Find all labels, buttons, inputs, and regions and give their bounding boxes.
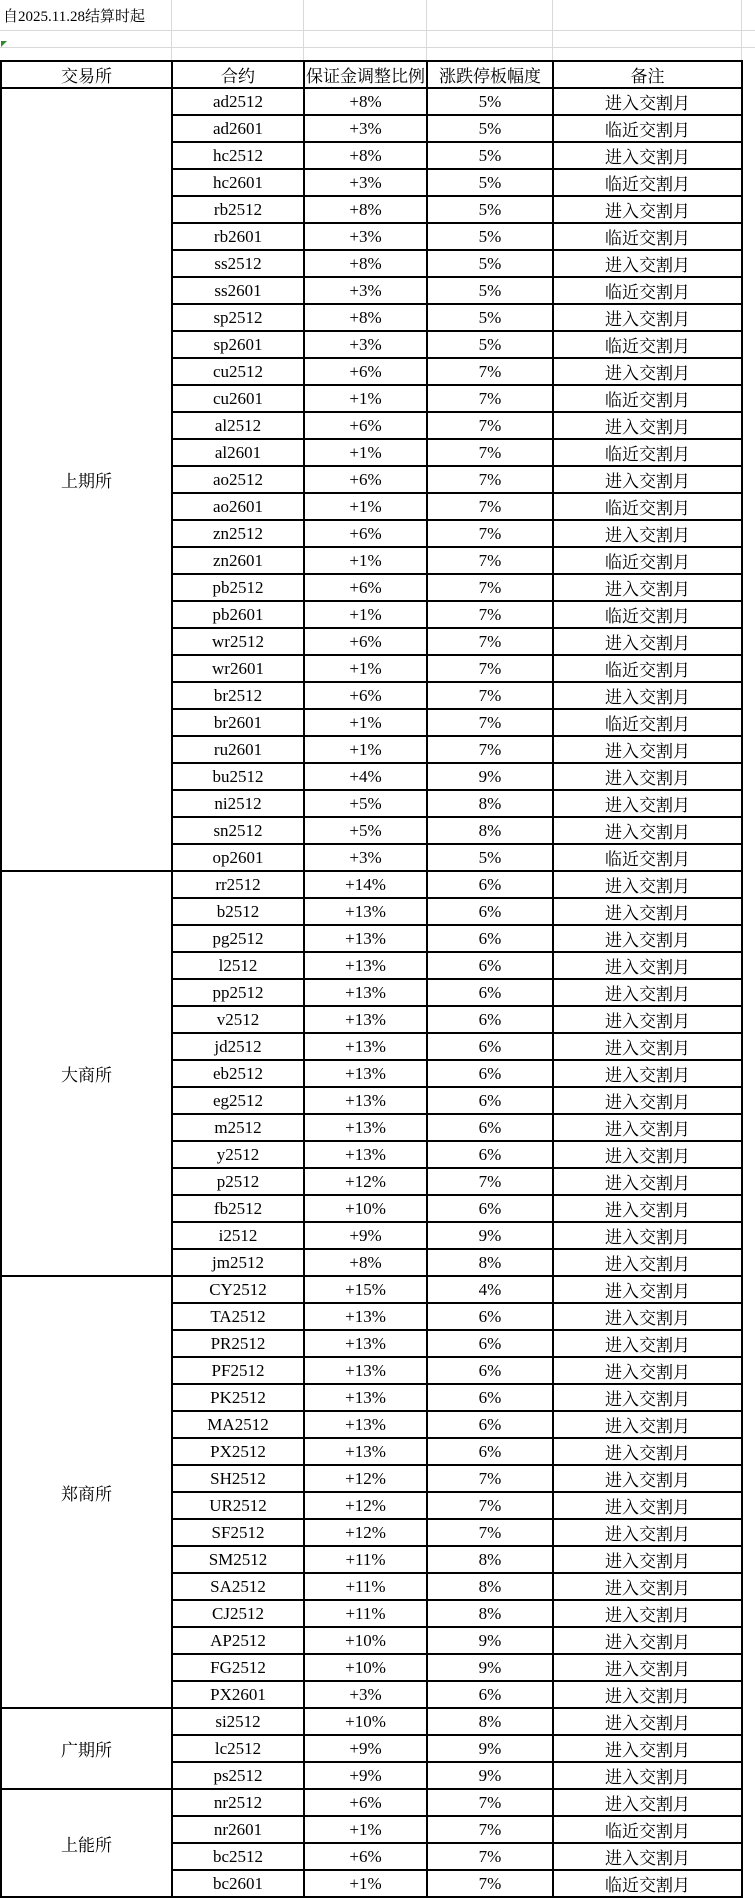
remark-cell: 临近交割月 [553,169,742,196]
margin-ratio-cell: +6% [304,412,427,439]
margin-ratio-cell: +12% [304,1465,427,1492]
margin-ratio-cell: +6% [304,682,427,709]
contract-cell: l2512 [172,952,304,979]
remark-cell: 进入交割月 [553,763,742,790]
margin-ratio-cell: +13% [304,1438,427,1465]
contract-cell: b2512 [172,898,304,925]
price-limit-cell: 6% [427,898,553,925]
margin-ratio-cell: +1% [304,547,427,574]
margin-ratio-cell: +15% [304,1276,427,1303]
margin-ratio-cell: +8% [304,1249,427,1276]
remark-cell: 进入交割月 [553,520,742,547]
contract-cell: br2512 [172,682,304,709]
remark-cell: 临近交割月 [553,223,742,250]
contract-cell: pb2512 [172,574,304,601]
margin-ratio-cell: +1% [304,1870,427,1897]
margin-ratio-cell: +1% [304,385,427,412]
remark-cell: 进入交割月 [553,88,742,115]
table-row [1,88,742,115]
contract-cell: v2512 [172,1006,304,1033]
remark-cell: 临近交割月 [553,115,742,142]
margin-ratio-cell: +10% [304,1708,427,1735]
margin-ratio-cell: +10% [304,1627,427,1654]
margin-ratio-cell: +3% [304,844,427,871]
price-limit-cell: 6% [427,979,553,1006]
contract-cell: bc2512 [172,1843,304,1870]
remark-cell: 临近交割月 [553,1816,742,1843]
price-limit-cell: 7% [427,412,553,439]
contract-cell: SA2512 [172,1573,304,1600]
contract-cell: CY2512 [172,1276,304,1303]
price-limit-cell: 7% [427,655,553,682]
contract-cell: i2512 [172,1222,304,1249]
margin-ratio-cell: +13% [304,1141,427,1168]
margin-ratio-cell: +11% [304,1600,427,1627]
remark-cell: 进入交割月 [553,1249,742,1276]
price-limit-cell: 5% [427,277,553,304]
gridline [0,47,755,48]
remark-cell: 进入交割月 [553,466,742,493]
remark-cell: 进入交割月 [553,979,742,1006]
table-row [1,871,742,898]
margin-ratio-cell: +13% [304,979,427,1006]
margin-ratio-cell: +13% [304,1330,427,1357]
contract-cell: jd2512 [172,1033,304,1060]
remark-cell: 进入交割月 [553,628,742,655]
contract-cell: wr2601 [172,655,304,682]
price-limit-cell: 9% [427,1735,553,1762]
remark-cell: 进入交割月 [553,1708,742,1735]
contract-cell: al2601 [172,439,304,466]
price-limit-cell: 6% [427,1330,553,1357]
contract-cell: PX2512 [172,1438,304,1465]
remark-cell: 临近交割月 [553,547,742,574]
margin-ratio-cell: +13% [304,1303,427,1330]
margin-ratio-cell: +11% [304,1546,427,1573]
remark-cell: 进入交割月 [553,1438,742,1465]
exchange-cell: 大商所 [1,871,172,1276]
remark-cell: 进入交割月 [553,1330,742,1357]
remark-cell: 进入交割月 [553,1843,742,1870]
remark-cell: 进入交割月 [553,1654,742,1681]
margin-ratio-cell: +13% [304,1114,427,1141]
contract-cell: zn2601 [172,547,304,574]
price-limit-cell: 6% [427,1195,553,1222]
contract-cell: p2512 [172,1168,304,1195]
price-limit-cell: 7% [427,1816,553,1843]
contract-cell: jm2512 [172,1249,304,1276]
sheet-title: 自2025.11.28结算时起 [3,9,145,25]
contract-cell: sp2601 [172,331,304,358]
contract-cell: eb2512 [172,1060,304,1087]
price-limit-cell: 6% [427,1303,553,1330]
remark-cell: 进入交割月 [553,1735,742,1762]
price-limit-cell: 6% [427,1006,553,1033]
margin-ratio-cell: +6% [304,574,427,601]
remark-cell: 进入交割月 [553,1168,742,1195]
remark-cell: 临近交割月 [553,709,742,736]
contract-cell: sn2512 [172,817,304,844]
contract-cell: SM2512 [172,1546,304,1573]
contract-cell: UR2512 [172,1492,304,1519]
col-header-price-limit: 涨跌停板幅度 [427,61,553,88]
remark-cell: 进入交割月 [553,790,742,817]
table-row [1,1789,742,1816]
remark-cell: 进入交割月 [553,250,742,277]
contract-cell: hc2601 [172,169,304,196]
price-limit-cell: 6% [427,952,553,979]
margin-ratio-cell: +10% [304,1195,427,1222]
price-limit-cell: 9% [427,1627,553,1654]
remark-cell: 进入交割月 [553,871,742,898]
margin-ratio-cell: +3% [304,1681,427,1708]
margin-ratio-cell: +5% [304,790,427,817]
remark-cell: 进入交割月 [553,142,742,169]
price-limit-cell: 6% [427,1438,553,1465]
contract-cell: ao2512 [172,466,304,493]
price-limit-cell: 7% [427,628,553,655]
contract-cell: bc2601 [172,1870,304,1897]
margin-ratio-cell: +8% [304,250,427,277]
contract-cell: PK2512 [172,1384,304,1411]
price-limit-cell: 7% [427,1519,553,1546]
price-limit-cell: 6% [427,1033,553,1060]
remark-cell: 进入交割月 [553,952,742,979]
gridline [552,0,553,60]
margin-ratio-cell: +13% [304,1357,427,1384]
margin-ratio-cell: +6% [304,1789,427,1816]
remark-cell: 临近交割月 [553,655,742,682]
margin-ratio-cell: +9% [304,1735,427,1762]
margin-ratio-cell: +14% [304,871,427,898]
contract-cell: pp2512 [172,979,304,1006]
price-limit-cell: 6% [427,1681,553,1708]
price-limit-cell: 6% [427,1357,553,1384]
price-limit-cell: 7% [427,1843,553,1870]
price-limit-cell: 7% [427,520,553,547]
margin-ratio-cell: +8% [304,196,427,223]
contract-cell: rb2601 [172,223,304,250]
gridline [0,30,755,31]
contract-cell: al2512 [172,412,304,439]
price-limit-cell: 7% [427,439,553,466]
remark-cell: 进入交割月 [553,574,742,601]
margin-ratio-cell: +12% [304,1492,427,1519]
col-header-contract: 合约 [172,61,304,88]
remark-cell: 进入交割月 [553,1087,742,1114]
price-limit-cell: 8% [427,1249,553,1276]
col-header-exchange: 交易所 [1,61,172,88]
price-limit-cell: 9% [427,763,553,790]
margin-ratio-cell: +9% [304,1222,427,1249]
remark-cell: 临近交割月 [553,331,742,358]
price-limit-cell: 6% [427,1060,553,1087]
margin-ratio-cell: +13% [304,898,427,925]
remark-cell: 进入交割月 [553,1519,742,1546]
remark-cell: 进入交割月 [553,196,742,223]
remark-cell: 进入交割月 [553,1627,742,1654]
margin-adjustment-table [0,60,743,1898]
contract-cell: SF2512 [172,1519,304,1546]
margin-ratio-cell: +12% [304,1168,427,1195]
contract-cell: br2601 [172,709,304,736]
price-limit-cell: 9% [427,1654,553,1681]
remark-cell: 临近交割月 [553,844,742,871]
price-limit-cell: 7% [427,574,553,601]
contract-cell: fb2512 [172,1195,304,1222]
remark-cell: 进入交割月 [553,1276,742,1303]
contract-cell: pb2601 [172,601,304,628]
remark-cell: 临近交割月 [553,385,742,412]
contract-cell: ps2512 [172,1762,304,1789]
price-limit-cell: 7% [427,1789,553,1816]
remark-cell: 进入交割月 [553,736,742,763]
col-header-remark: 备注 [553,61,742,88]
price-limit-cell: 7% [427,1465,553,1492]
contract-cell: PF2512 [172,1357,304,1384]
margin-ratio-cell: +8% [304,142,427,169]
price-limit-cell: 6% [427,925,553,952]
remark-cell: 进入交割月 [553,1492,742,1519]
margin-ratio-cell: +13% [304,925,427,952]
contract-cell: op2601 [172,844,304,871]
price-limit-cell: 9% [427,1762,553,1789]
price-limit-cell: 5% [427,223,553,250]
price-limit-cell: 4% [427,1276,553,1303]
table-header-row [1,61,742,88]
remark-cell: 进入交割月 [553,1114,742,1141]
contract-cell: eg2512 [172,1087,304,1114]
contract-cell: SH2512 [172,1465,304,1492]
contract-cell: ao2601 [172,493,304,520]
remark-cell: 进入交割月 [553,925,742,952]
remark-cell: 进入交割月 [553,1033,742,1060]
col-header-margin-ratio: 保证金调整比例 [304,61,427,88]
contract-cell: rr2512 [172,871,304,898]
contract-cell: AP2512 [172,1627,304,1654]
contract-cell: cu2601 [172,385,304,412]
margin-ratio-cell: +4% [304,763,427,790]
contract-cell: TA2512 [172,1303,304,1330]
price-limit-cell: 7% [427,709,553,736]
price-limit-cell: 7% [427,601,553,628]
remark-cell: 进入交割月 [553,1573,742,1600]
price-limit-cell: 5% [427,169,553,196]
remark-cell: 进入交割月 [553,1060,742,1087]
contract-cell: FG2512 [172,1654,304,1681]
price-limit-cell: 5% [427,250,553,277]
margin-ratio-cell: +1% [304,655,427,682]
price-limit-cell: 5% [427,196,553,223]
remark-cell: 进入交割月 [553,412,742,439]
contract-cell: CJ2512 [172,1600,304,1627]
price-limit-cell: 5% [427,115,553,142]
price-limit-cell: 5% [427,844,553,871]
price-limit-cell: 8% [427,1573,553,1600]
remark-cell: 进入交割月 [553,1222,742,1249]
contract-cell: ni2512 [172,790,304,817]
contract-cell: PR2512 [172,1330,304,1357]
margin-ratio-cell: +8% [304,88,427,115]
price-limit-cell: 5% [427,88,553,115]
exchange-cell: 上能所 [1,1789,172,1897]
exchange-cell: 郑商所 [1,1276,172,1708]
price-limit-cell: 9% [427,1222,553,1249]
table-row [1,1276,742,1303]
gridline [426,0,427,60]
contract-cell: m2512 [172,1114,304,1141]
remark-cell: 进入交割月 [553,1357,742,1384]
margin-ratio-cell: +6% [304,358,427,385]
remark-cell: 临近交割月 [553,1870,742,1897]
margin-ratio-cell: +13% [304,1033,427,1060]
margin-ratio-cell: +6% [304,1843,427,1870]
margin-ratio-cell: +3% [304,331,427,358]
margin-ratio-cell: +13% [304,1384,427,1411]
contract-cell: ss2601 [172,277,304,304]
margin-ratio-cell: +1% [304,709,427,736]
remark-cell: 进入交割月 [553,1006,742,1033]
remark-cell: 进入交割月 [553,1681,742,1708]
remark-cell: 进入交割月 [553,1384,742,1411]
price-limit-cell: 5% [427,331,553,358]
price-limit-cell: 8% [427,790,553,817]
gridline [741,0,742,60]
remark-cell: 进入交割月 [553,1789,742,1816]
gridline [303,0,304,60]
remark-cell: 进入交割月 [553,898,742,925]
gridline [171,0,172,60]
remark-cell: 临近交割月 [553,601,742,628]
remark-cell: 进入交割月 [553,1411,742,1438]
contract-cell: cu2512 [172,358,304,385]
exchange-cell: 上期所 [1,88,172,871]
contract-cell: wr2512 [172,628,304,655]
margin-ratio-cell: +12% [304,1519,427,1546]
remark-cell: 进入交割月 [553,1546,742,1573]
exchange-cell: 广期所 [1,1708,172,1789]
price-limit-cell: 8% [427,1600,553,1627]
margin-ratio-cell: +13% [304,1411,427,1438]
margin-ratio-cell: +1% [304,439,427,466]
contract-cell: ss2512 [172,250,304,277]
remark-cell: 临近交割月 [553,493,742,520]
price-limit-cell: 7% [427,1870,553,1897]
margin-ratio-cell: +3% [304,223,427,250]
contract-cell: MA2512 [172,1411,304,1438]
price-limit-cell: 7% [427,547,553,574]
margin-ratio-cell: +10% [304,1654,427,1681]
margin-ratio-cell: +5% [304,817,427,844]
remark-cell: 进入交割月 [553,358,742,385]
remark-cell: 进入交割月 [553,1465,742,1492]
contract-cell: ru2601 [172,736,304,763]
contract-cell: ad2512 [172,88,304,115]
margin-ratio-cell: +3% [304,115,427,142]
remark-cell: 进入交割月 [553,1303,742,1330]
price-limit-cell: 6% [427,1141,553,1168]
price-limit-cell: 8% [427,1546,553,1573]
margin-ratio-cell: +3% [304,277,427,304]
remark-cell: 临近交割月 [553,439,742,466]
price-limit-cell: 7% [427,466,553,493]
margin-ratio-cell: +3% [304,169,427,196]
remark-cell: 进入交割月 [553,304,742,331]
price-limit-cell: 7% [427,493,553,520]
remark-cell: 进入交割月 [553,1141,742,1168]
contract-cell: bu2512 [172,763,304,790]
price-limit-cell: 7% [427,358,553,385]
margin-ratio-cell: +1% [304,1816,427,1843]
margin-ratio-cell: +6% [304,628,427,655]
remark-cell: 进入交割月 [553,1762,742,1789]
margin-ratio-cell: +6% [304,466,427,493]
margin-ratio-cell: +11% [304,1573,427,1600]
contract-cell: lc2512 [172,1735,304,1762]
remark-cell: 临近交割月 [553,277,742,304]
contract-cell: si2512 [172,1708,304,1735]
price-limit-cell: 7% [427,1168,553,1195]
margin-ratio-cell: +13% [304,952,427,979]
contract-cell: hc2512 [172,142,304,169]
margin-ratio-cell: +13% [304,1087,427,1114]
price-limit-cell: 5% [427,304,553,331]
margin-ratio-cell: +13% [304,1006,427,1033]
price-limit-cell: 7% [427,1492,553,1519]
margin-ratio-cell: +1% [304,601,427,628]
contract-cell: pg2512 [172,925,304,952]
remark-cell: 进入交割月 [553,1600,742,1627]
contract-cell: nr2601 [172,1816,304,1843]
price-limit-cell: 6% [427,871,553,898]
contract-cell: ad2601 [172,115,304,142]
remark-cell: 进入交割月 [553,682,742,709]
margin-ratio-cell: +13% [304,1060,427,1087]
contract-cell: PX2601 [172,1681,304,1708]
remark-cell: 进入交割月 [553,817,742,844]
price-limit-cell: 6% [427,1384,553,1411]
contract-cell: nr2512 [172,1789,304,1816]
margin-ratio-cell: +9% [304,1762,427,1789]
margin-ratio-cell: +8% [304,304,427,331]
price-limit-cell: 6% [427,1411,553,1438]
margin-ratio-cell: +1% [304,736,427,763]
contract-cell: sp2512 [172,304,304,331]
margin-ratio-cell: +6% [304,520,427,547]
remark-cell: 进入交割月 [553,1195,742,1222]
contract-cell: y2512 [172,1141,304,1168]
price-limit-cell: 7% [427,385,553,412]
table-row [1,1708,742,1735]
price-limit-cell: 7% [427,736,553,763]
price-limit-cell: 8% [427,1708,553,1735]
price-limit-cell: 6% [427,1114,553,1141]
price-limit-cell: 5% [427,142,553,169]
contract-cell: rb2512 [172,196,304,223]
price-limit-cell: 7% [427,682,553,709]
margin-ratio-cell: +1% [304,493,427,520]
price-limit-cell: 6% [427,1087,553,1114]
contract-cell: zn2512 [172,520,304,547]
price-limit-cell: 8% [427,817,553,844]
